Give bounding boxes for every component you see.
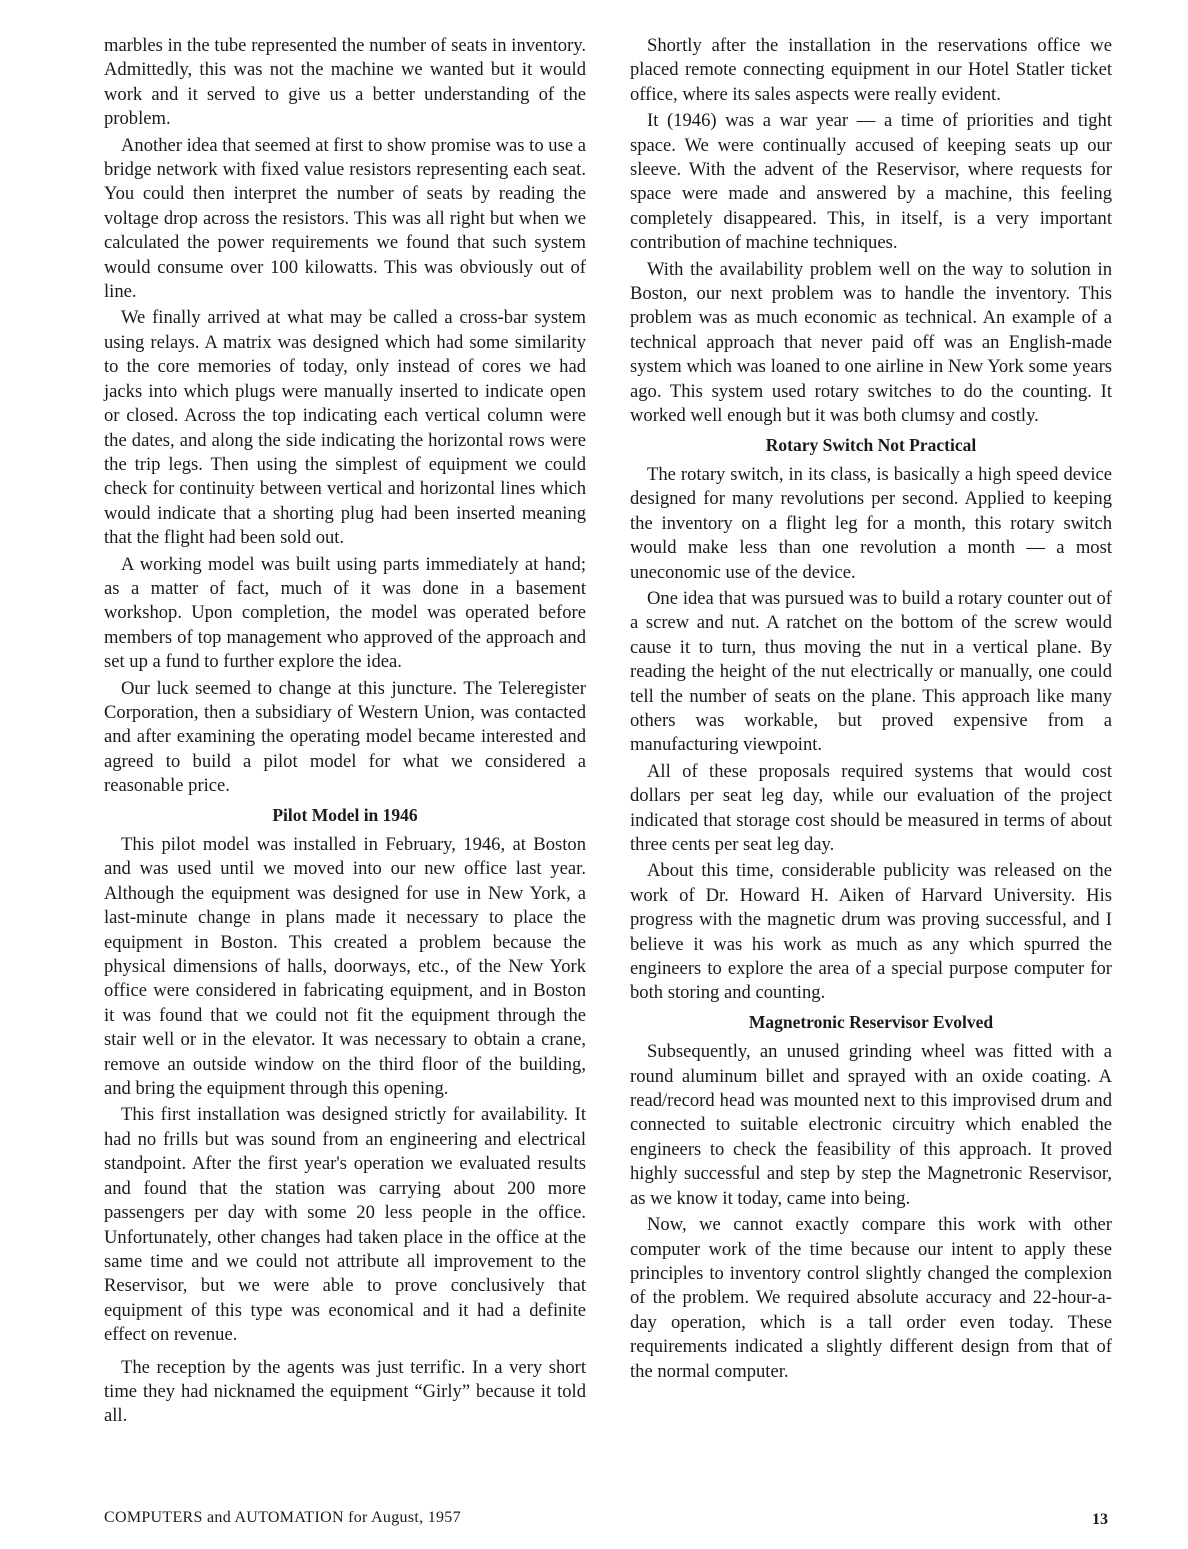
left-column bbox=[104, 34, 586, 1431]
paragraph: This pilot model was installed in February, 1946, at Boston and was used until we moved into our new office last year. Although the equipment was designed for use in New York, a last-minute change in plans made it necessary to place the equipment in Boston. This created a problem because the physical dimensions of halls, doorways, etc., of the New York office were considered in fabricating equipment, and in Boston it was found that we could not fit the equipment through the stair well or in the elevator. It was necessary to obtain a crane, remove an outside window on the third floor of the building, and bring the equipment through this opening. bbox=[104, 834, 586, 1100]
paragraph: A working model was built using parts immediately at hand; as a matter of fact, much of it was done in a basement workshop. Upon completion, the model was operated before members of top management who approved of the approach and set up a fund to further explore the idea. bbox=[104, 553, 586, 673]
paragraph: We finally arrived at what may be called a cross-bar system using relays. A matrix was designed which had some similarity to the core memories of today, only instead of cores we had jacks into which plugs were manually inserted to indicate open or closed. Across the top indicating each vertical column were the dates, and along the side indicating the horizontal rows were the trip legs. Then using the simplest of equipment we could check for continuity between vertical and horizontal lines which would indicate that a shorting plug had been inserted meaning that the flight had been sold out. bbox=[104, 307, 586, 549]
paragraph: All of these proposals required systems that would cost dollars per seat leg day, while our evaluation of the project indicated that storage cost should be measured in terms of about three cents per seat leg day. bbox=[630, 760, 1112, 855]
right-column bbox=[630, 34, 1112, 1386]
paragraph: It (1946) was a war year — a time of priorities and tight space. We were continually accused of keeping seats up our sleeve. With the advent of the Reservisor, where requests for space were made and answered by a machine, this feeling completely disappeared. This, in itself, is a very important contribution of machine techniques. bbox=[630, 110, 1112, 254]
paragraph: marbles in the tube represented the number of seats in inventory. Admittedly, this was not the machine we wanted but it would work and it served to give us a better understanding of the problem. bbox=[104, 35, 586, 130]
paragraph: Now, we cannot exactly compare this work with other computer work of the time because our intent to apply these principles to inventory control slightly changed the complexion of the problem. We required absolute accuracy and 22-hour-a-day operation, which is a tall order even today. These requirements indicated a slightly different design from that of the normal computer. bbox=[630, 1214, 1112, 1382]
paragraph: The reception by the agents was just terrific. In a very short time they had nicknamed the equipment “Girly” because it told all. bbox=[104, 1356, 586, 1427]
page-number: 13 bbox=[1092, 1511, 1108, 1528]
paragraph: Another idea that seemed at first to show promise was to use a bridge network with fixed value resistors representing each seat. You could then interpret the number of seats by reading the voltage drop across the resistors. This was all right but when we calculated the power requirements we found that such system would consume over 100 kilowatts. This was obviously out of line. bbox=[104, 134, 586, 303]
section-heading: Pilot Model in 1946 bbox=[272, 804, 418, 825]
paragraph: With the availability problem well on the way to solution in Boston, our next problem was to handle the inventory. This problem was as much economic as technical. An example of a technical approach that never paid off was an English-made system which was loaned to one airline in New York some years ago. This system used rotary switches to do the counting. It worked well enough but it was both clumsy and costly. bbox=[630, 258, 1112, 427]
section-heading: Rotary Switch Not Practical bbox=[765, 434, 977, 455]
paragraph: Our luck seemed to change at this juncture. The Teleregister Corporation, then a subsidiary of Western Union, was contacted and after examining the operating model became interested and agreed to build a pilot model for what we considered a reasonable price. bbox=[104, 677, 586, 797]
paragraph: This first installation was designed strictly for availability. It had no frills but was sound from an engineering and electrical standpoint. After the first year's operation we evaluated results and found that the station was carrying about 200 more passengers per day with some 20 less people in the office. Unfortunately, other changes had taken place in the office at the same time and we could not attribute all improvement to the Reservisor, but we were able to prove conclusively that equipment of this type was economical and it had a definite effect on revenue. bbox=[104, 1104, 586, 1346]
paragraph: Shortly after the installation in the reservations office we placed remote connecting equipment in our Hotel Statler ticket office, where its sales aspects were really evident. bbox=[630, 35, 1112, 105]
paragraph: One idea that was pursued was to build a rotary counter out of a screw and nut. A ratchet on the bottom of the screw would cause it to turn, thus moving the nut in a vertical plane. By reading the height of the nut electrically or manually, one could tell the number of seats on the plane. This approach like many others was workable, but proved expensive from a manufacturing viewpoint. bbox=[630, 587, 1112, 756]
paragraph: The rotary switch, in its class, is basically a high speed device designed for many revolutions per second. Applied to keeping the inventory on a flight leg for a month, this rotary switch would make less than one revolution a month — a most uneconomic use of the device. bbox=[630, 463, 1112, 583]
section-heading: Magnetronic Reservisor Evolved bbox=[748, 1011, 994, 1032]
paragraph: About this time, considerable publicity was released on the work of Dr. Howard H. Aiken of Harvard University. His progress with the magnetic drum was proving successful, and I believe it was his work as much as any which spurred the engineers to explore the area of a special purpose computer for both storing and counting. bbox=[630, 860, 1112, 1004]
paragraph: Subsequently, an unused grinding wheel was fitted with a round aluminum billet and sprayed with an oxide coating. A read/record head was mounted next to this improvised drum and connected to suitable electronic circuitry which enabled the engineers to check the feasibility of this approach. It proved highly successful and step by step the Magnetronic Reservisor, as we know it today, came into being. bbox=[630, 1041, 1112, 1209]
publication-footer: COMPUTERS and AUTOMATION for August, 1957 bbox=[104, 1509, 461, 1526]
